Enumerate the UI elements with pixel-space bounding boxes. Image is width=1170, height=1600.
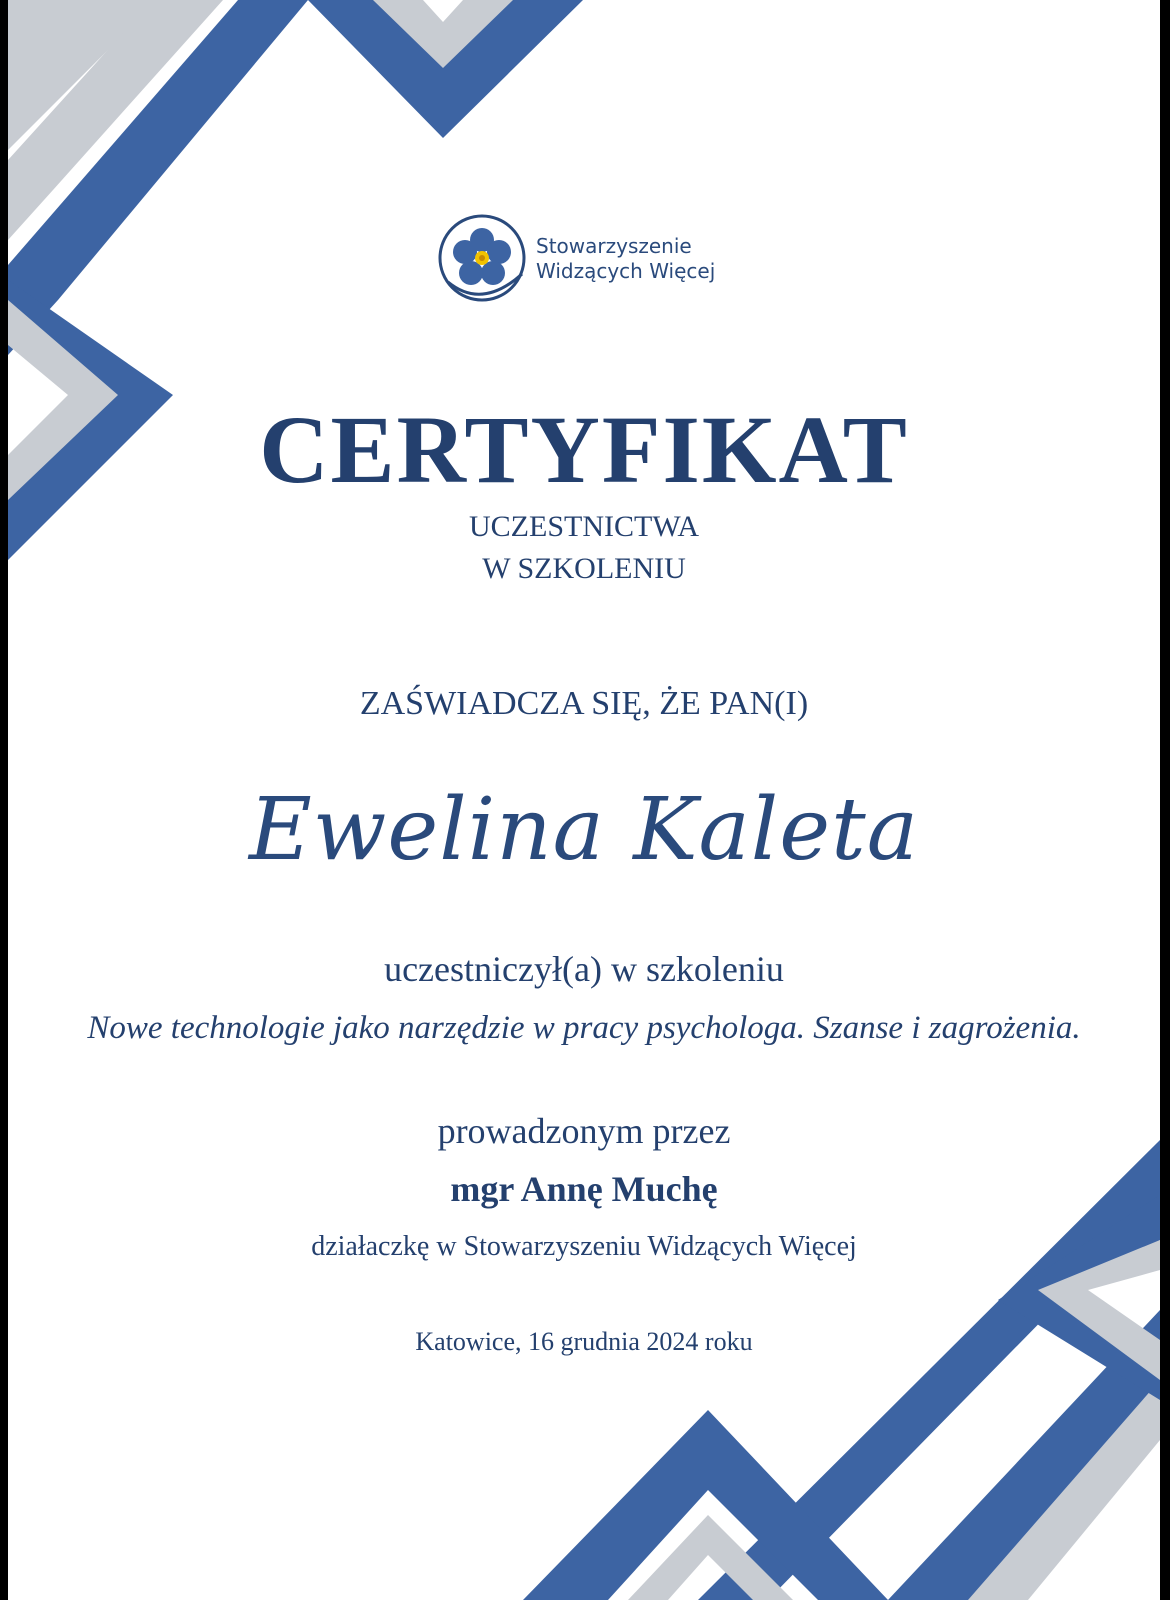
certificate-title: CERTYFIKAT (259, 396, 909, 503)
trainer-role: działaczkę w Stowarzyszeniu Widzących Więcej (311, 1231, 857, 1262)
participated-text: uczestniczył(a) w szkoleniu (384, 949, 784, 989)
participant-name: Ewelina Kaleta (248, 780, 920, 880)
trainer-name: mgr Annę Muchę (450, 1169, 718, 1209)
organization-name-line1: Stowarzyszenie (536, 234, 692, 258)
organization-name (536, 234, 715, 284)
certificate-subtitle-line1: UCZESTNICTWA (469, 510, 699, 543)
led-by-text: prowadzonym przez (437, 1111, 731, 1151)
attestation-text: ZAŚWIADCZA SIĘ, ŻE PAN(I) (359, 685, 809, 722)
training-title: Nowe technologie jako narzędzie w pracy psychologa. Szanse i zagrożenia. (87, 1010, 1081, 1046)
organization-name-line2: Widzących Więcej (536, 259, 716, 283)
organization-logo (438, 212, 738, 312)
certificate-page (8, 0, 1160, 1600)
certificate-subtitle-line2: W SZKOLENIU (482, 552, 686, 585)
place-and-date: Katowice, 16 grudnia 2024 roku (415, 1327, 753, 1356)
forget-me-not-logo-icon (438, 212, 530, 308)
